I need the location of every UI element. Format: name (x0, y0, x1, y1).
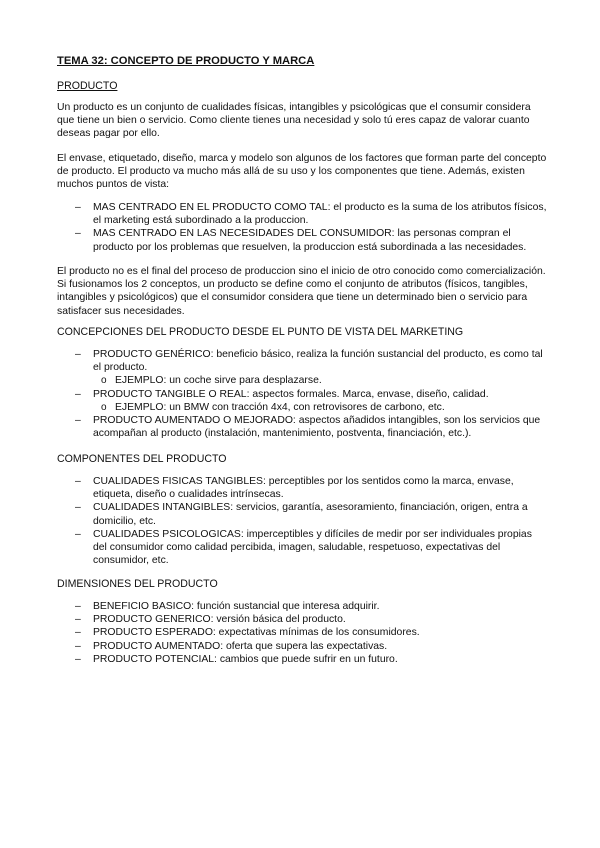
list-item: – CUALIDADES PSICOLOGICAS: imperceptibles y difíciles de medir por ser individuales propias del consumidor como calidad percibida, imagen, saludable, respetuoso, expectativas del consumidor, etc. (57, 528, 547, 568)
list-item: – PRODUCTO ESPERADO: expectativas mínimas de los consumidores. (57, 626, 547, 639)
concepciones-list (57, 348, 547, 440)
section-heading-componentes: COMPONENTES DEL PRODUCTO (57, 453, 227, 465)
list-item: – PRODUCTO AUMENTADO O MEJORADO: aspectos añadidos intangibles, son los servicios que acompañan al producto (instalación, mantenimiento, postventa, financiación, etc.). (57, 414, 547, 440)
list-item: – CUALIDADES INTANGIBLES: servicios, garantía, asesoramiento, financiación, origen, entra a domicilio, etc. (57, 501, 547, 527)
paragraph-definition: Un producto es un conjunto de cualidades físicas, intangibles y psicológicas que el consumir considera que tiene un bien o servicio. Como cliente tienes una necesidad y solo tú eres capaz de valorar cuanto deseas pagar por ello. (57, 102, 531, 140)
section-heading-concepciones: CONCEPCIONES DEL PRODUCTO DESDE EL PUNTO DE VISTA DEL MARKETING (57, 326, 464, 338)
section-heading-producto: PRODUCTO (57, 80, 118, 92)
list-item: – MAS CENTRADO EN EL PRODUCTO COMO TAL: el producto es la suma de los atributos físicos, el marketing está subordinado a la produccion. (57, 201, 547, 227)
paragraph-factors: El envase, etiquetado, diseño, marca y modelo son algunos de los factores que forman parte del concepto de producto. El producto va mucho más allá de su uso y los componentes que tiene. Además, existen muchos puntos de vista: (57, 153, 547, 191)
list-item: – MAS CENTRADO EN LAS NECESIDADES DEL CONSUMIDOR: las personas compran el producto por los problemas que resuelven, la produccion está subordinada a las necesidades. (57, 227, 547, 253)
paragraph-process: El producto no es el final del proceso de produccion sino el inicio de otro conocido como comercialización. Si fusionamos los 2 conceptos, un producto se define como el conjunto de atributos (físicos, tangibles, intangibles y psicológicos) que el consumidor considera que tiene un determinado bien o servicio para satisfacer sus necesidades. (57, 266, 546, 317)
views-list (57, 201, 547, 254)
page-title: TEMA 32: CONCEPTO DE PRODUCTO Y MARCA (57, 55, 315, 67)
list-item: – PRODUCTO GENÉRICO: beneficio básico, realiza la función sustancial del producto, es como tal el producto. (57, 348, 547, 374)
sub-list-item: o EJEMPLO: un coche sirve para desplazarse. (57, 374, 547, 387)
dimensiones-list (57, 600, 547, 666)
list-item: – PRODUCTO TANGIBLE O REAL: aspectos formales. Marca, envase, diseño, calidad. (57, 388, 547, 401)
list-item: – CUALIDADES FISICAS TANGIBLES: perceptibles por los sentidos como la marca, envase, etiqueta, diseño o cualidades intrínsecas. (57, 475, 547, 501)
list-item: – BENEFICIO BASICO: función sustancial que interesa adquirir. (57, 600, 547, 613)
sub-list-item: o EJEMPLO: un BMW con tracción 4x4, con retrovisores de carbono, etc. (57, 401, 547, 414)
list-item: – PRODUCTO GENERICO: versión básica del producto. (57, 613, 547, 626)
list-item: – PRODUCTO AUMENTADO: oferta que supera las expectativas. (57, 640, 547, 653)
section-heading-dimensiones: DIMENSIONES DEL PRODUCTO (57, 578, 218, 590)
componentes-list (57, 475, 547, 567)
list-item: – PRODUCTO POTENCIAL: cambios que puede sufrir en un futuro. (57, 653, 547, 666)
